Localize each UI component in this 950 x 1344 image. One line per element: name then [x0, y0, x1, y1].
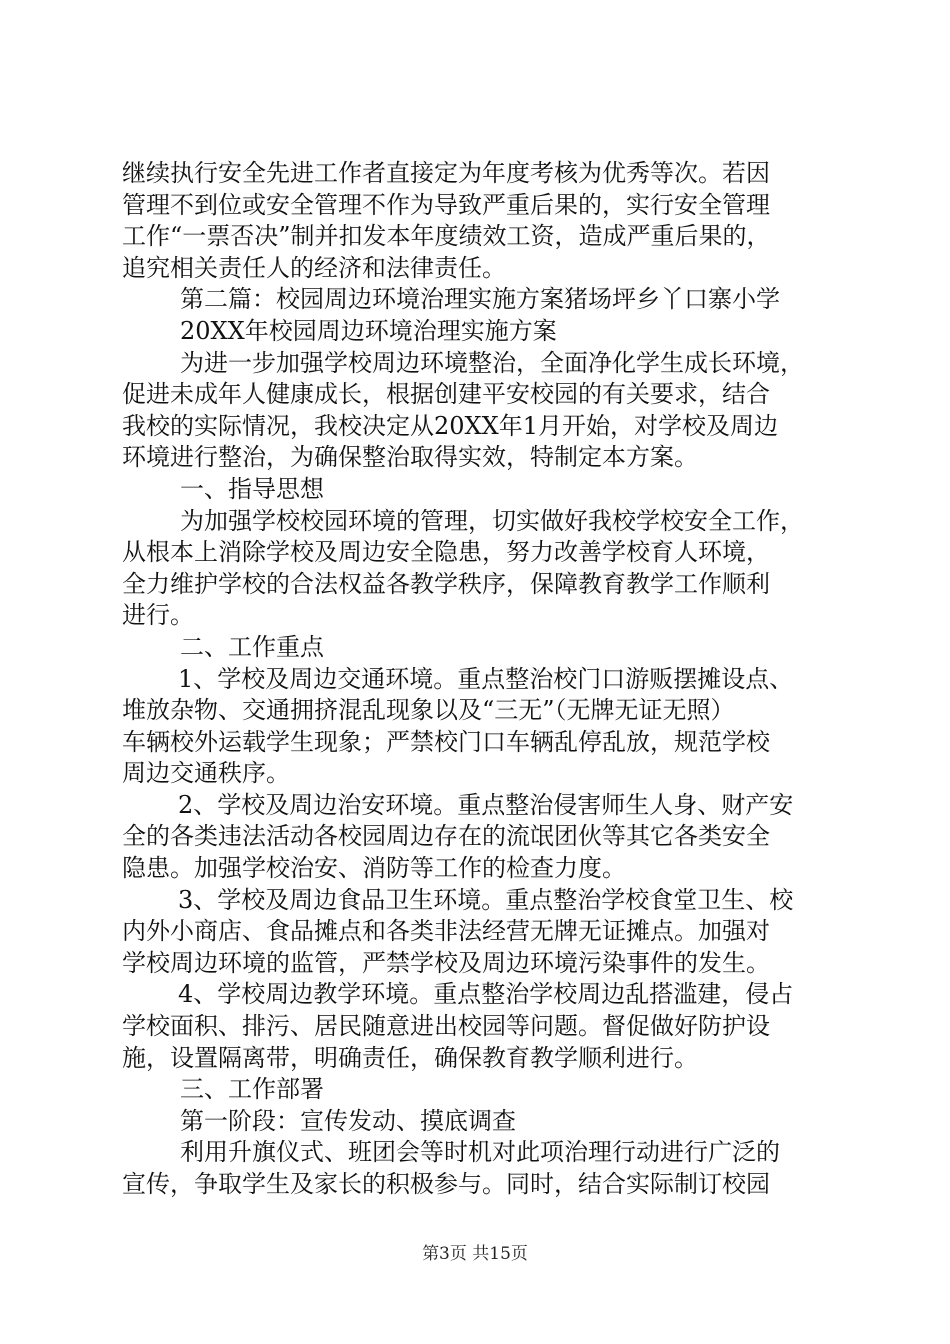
text-line: 追究相关责任人的经济和法律责任。	[122, 253, 506, 282]
text-line: 1、学校及周边交通环境。重点整治校门口游贩摆摊设点、	[178, 664, 794, 693]
document-title: 20XX年校园周边环境治理实施方案	[180, 316, 557, 345]
text-line: 车辆校外运载学生现象；严禁校门口车辆乱停乱放，规范学校	[122, 727, 770, 756]
text-line: 我校的实际情况，我校决定从20XX年1月开始，对学校及周边	[122, 411, 778, 440]
text-line: 堆放杂物、交通拥挤混乱现象以及“三无”（无牌无证无照）	[122, 696, 735, 725]
text-line: 为进一步加强学校周边环境整治，全面净化学生成长环境，	[180, 348, 804, 377]
text-line: 进行。	[122, 601, 194, 630]
text-line: 为加强学校校园环境的管理，切实做好我校学校安全工作，	[180, 506, 804, 535]
text-line: 周边交通秩序。	[122, 759, 290, 788]
section-heading: 一、指导思想	[180, 474, 324, 503]
text-line: 4、学校周边教学环境。重点整治学校周边乱搭滥建，侵占	[178, 980, 794, 1009]
section-heading: 二、工作重点	[180, 632, 324, 661]
text-line: 从根本上消除学校及周边安全隐患，努力改善学校育人环境，	[122, 538, 770, 567]
document-body	[122, 158, 842, 1201]
text-line: 继续执行安全先进工作者直接定为年度考核为优秀等次。若因	[122, 159, 770, 187]
text-line: 宣传，争取学生及家长的积极参与。同时，结合实际制订校园	[122, 1170, 770, 1198]
text-line: 隐患。加强学校治安、消防等工作的检查力度。	[122, 854, 626, 883]
text-line: 2、学校及周边治安环境。重点整治侵害师生人身、财产安	[178, 790, 794, 819]
text-line: 工作“一票否决”制并扣发本年度绩效工资，造成严重后果的，	[122, 222, 771, 251]
text-line: 促进未成年人健康成长，根据创建平安校园的有关要求，结合	[122, 380, 770, 409]
text-line: 环境进行整治，为确保整治取得实效，特制定本方案。	[122, 443, 698, 472]
text-line: 学校面积、排污、居民随意进出校园等问题。督促做好防护设	[122, 1012, 770, 1041]
text-line: 3、学校及周边食品卫生环境。重点整治学校食堂卫生、校	[178, 885, 794, 914]
text-line: 学校周边环境的监管，严禁学校及周边环境污染事件的发生。	[122, 948, 770, 977]
page-number: 第3页 共15页	[422, 1244, 528, 1264]
section-heading: 第二篇：校园周边环境治理实施方案猪场坪乡丫口寨小学	[180, 285, 780, 314]
section-heading: 三、工作部署	[180, 1075, 324, 1104]
text-line: 利用升旗仪式、班团会等时机对此项治理行动进行广泛的	[180, 1138, 780, 1167]
text-line: 施，设置隔离带，明确责任，确保教育教学顺利进行。	[122, 1043, 698, 1072]
text-line: 全力维护学校的合法权益各教学秩序，保障教育教学工作顺利	[122, 569, 770, 598]
text-line: 内外小商店、食品摊点和各类非法经营无牌无证摊点。加强对	[122, 917, 770, 946]
text-line: 管理不到位或安全管理不作为导致严重后果的，实行安全管理	[122, 190, 770, 219]
subsection-heading: 第一阶段：宣传发动、摸底调查	[180, 1106, 516, 1135]
text-line: 全的各类违法活动各校园周边存在的流氓团伙等其它各类安全	[122, 822, 770, 851]
page-footer	[0, 1243, 950, 1265]
